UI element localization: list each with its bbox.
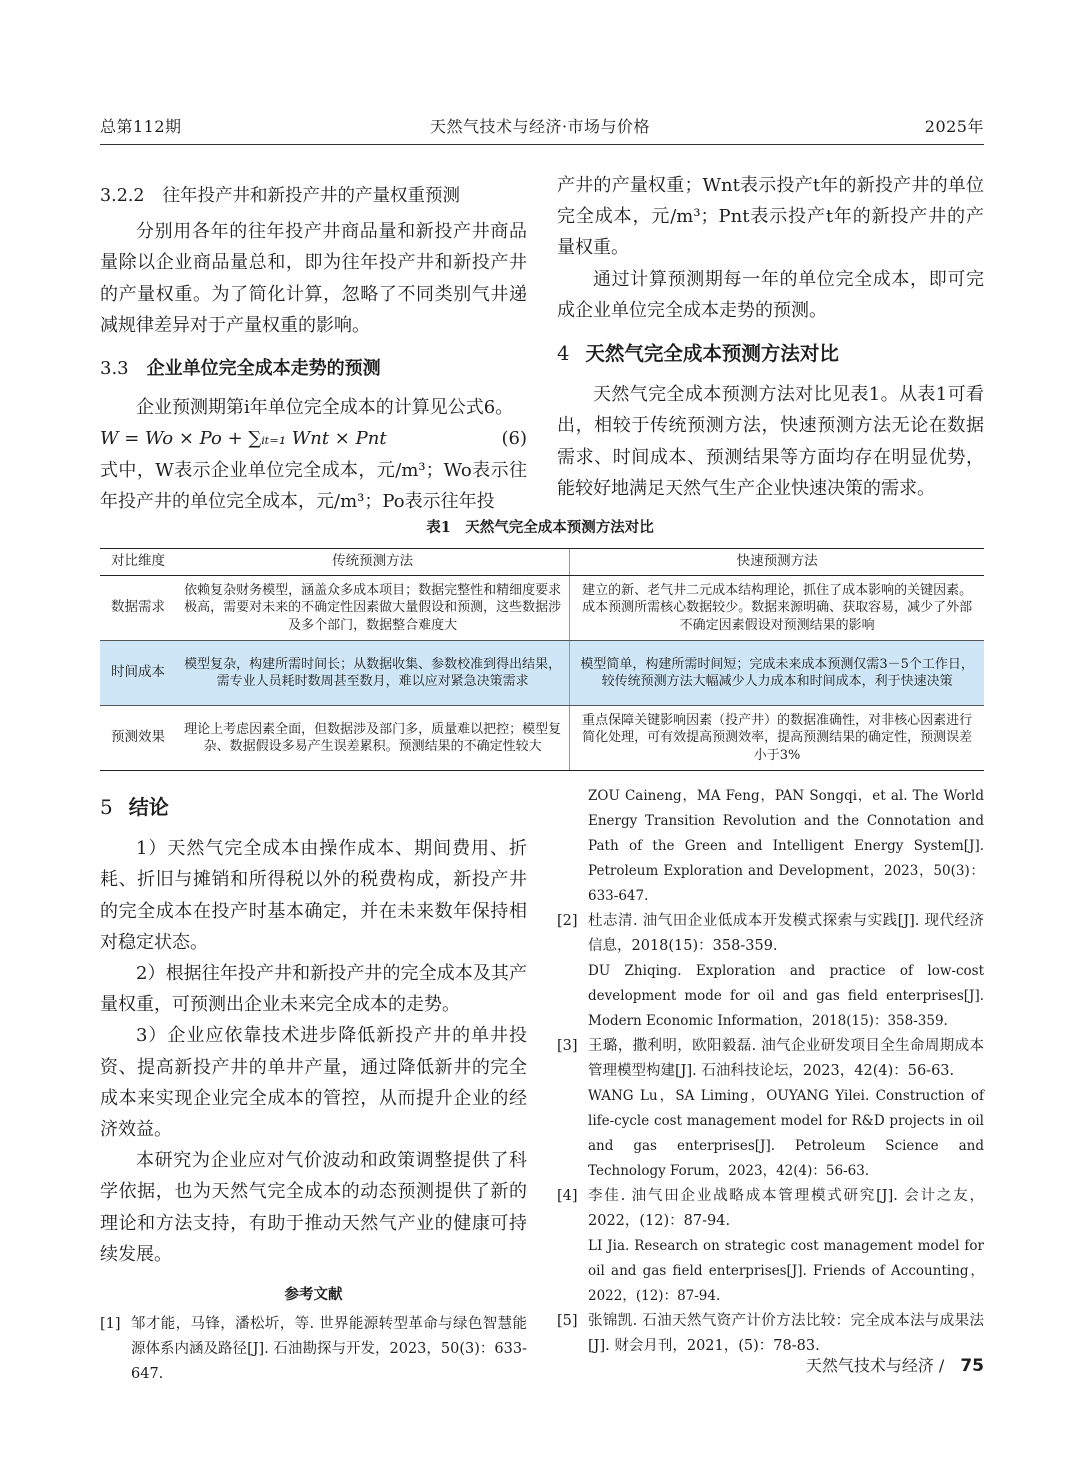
right-column-bottom	[557, 784, 984, 1359]
header-rule	[100, 144, 984, 145]
table-cell-fast: 建立的新、老气井二元成本结构理论，抓住了成本影响的关键因素。成本预测所需核心数据较少。数据来源明确、获取容易，减少了外部不确定因素假设对预测结果的影响	[570, 576, 984, 641]
table-cell-dimension: 数据需求	[100, 576, 176, 641]
conclusion-item-2: 2）根据往年投产井和新投产井的完全成本及其产量权重，可预测出企业未来完全成本的走势。	[100, 963, 527, 1016]
formula-expression: W = Wo × Po + ∑ᵢₜ₌₁ Wnt × Pnt	[100, 428, 387, 450]
reference-3	[557, 1034, 984, 1184]
reference-cn: 张锦凯. 石油天然气资产计价方法比较：完全成本法与成果法[J]. 财会月刊，2021，(5)：78-83.	[588, 1313, 984, 1354]
reference-cn: 杜志清. 油气田企业低成本开发模式探索与实践[J]. 现代经济信息，2018(15)：358-359.	[588, 913, 984, 954]
section-4-heading: 4 天然气完全成本预测方法对比	[557, 342, 839, 366]
paragraph-weight: 分别用各年的往年投产井商品量和新投产井商品量除以企业商品量总和，即为往年投产井和新投产井的产量权重。为了简化计算，忽略了不同类别气井递减规律差异对于产量权重的影响。	[100, 221, 527, 336]
table-header-traditional: 传统预测方法	[176, 549, 570, 576]
section-3-2-2-heading: 3.2.2 往年投产井和新投产井的产量权重预测	[100, 186, 461, 206]
table-row-highlighted	[100, 641, 984, 706]
reference-tag: [5]	[557, 1313, 578, 1329]
conclusion-summary: 本研究为企业应对气价波动和政策调整提供了科学依据，也为天然气完全成本的动态预测提供了新的理论和方法支持，有助于推动天然气产业的健康可持续发展。	[100, 1150, 527, 1265]
paragraph-trend: 通过计算预测期每一年的单位完全成本，即可完成企业单位完全成本走势的预测。	[557, 268, 984, 321]
table-caption: 表1 天然气完全成本预测方法对比	[426, 519, 654, 536]
reference-tag: [2]	[557, 913, 578, 929]
table-cell-traditional: 依赖复杂财务模型，涵盖众多成本项目；数据完整性和精细度要求极高，需要对未来的不确定性因素做大量假设和预测，这些数据涉及多个部门，数据整合难度大	[176, 576, 570, 641]
table-row	[100, 706, 984, 771]
table-cell-dimension: 预测效果	[100, 706, 176, 771]
page-number: 75	[960, 1356, 984, 1376]
footer-journal: 天然气技术与经济 /	[805, 1356, 945, 1375]
reference-cn: 李佳. 油气田企业战略成本管理模式研究[J]. 会计之友，2022，(12)：87-94.	[588, 1188, 984, 1229]
reference-cn: 邹才能，马锋，潘松圻，等. 世界能源转型革命与绿色智慧能源体系内涵及路径[J]. 石油勘探与开发，2023，50(3)：633-647.	[131, 1316, 527, 1383]
references-heading: 参考文献	[284, 1286, 343, 1304]
reference-en: DU Zhiqing. Exploration and practice of low-cost development mode for oil and gas field enterprises[J]. Modern Economic Information，2018(15)：358-359.	[588, 963, 984, 1029]
table-header-row	[100, 549, 984, 576]
table-cell-fast: 重点保障关键影响因素（投产井）的数据准确性，对非核心因素进行简化处理，可有效提高预测效率，提高预测结果的确定性，预测误差小于3%	[570, 706, 984, 771]
comparison-table	[100, 548, 984, 771]
paragraph-variables: 式中，W表示企业单位完全成本，元/m³；Wo表示往年投产井的单位完全成本，元/m³；Po表示往年投	[100, 459, 527, 512]
reference-1	[100, 1312, 527, 1387]
reference-tag: [3]	[557, 1038, 578, 1054]
left-column-top	[100, 181, 527, 517]
table-cell-traditional: 理论上考虑因素全面，但数据涉及部门多，质量难以把控；模型复杂、数据假设多易产生误差累积。预测结果的不确定性较大	[176, 706, 570, 771]
reference-4	[557, 1184, 984, 1309]
header-year: 2025年	[924, 117, 984, 136]
footer	[806, 1353, 984, 1376]
section-5-heading: 5 结论	[100, 795, 169, 819]
table-row	[100, 576, 984, 641]
conclusion-item-3: 3）企业应依靠技术进步降低新投产井的单井投资、提高新投产井的单井产量，通过降低新井的完全成本来实现企业完全成本的管控，从而提升企业的经济效益。	[100, 1025, 527, 1141]
table-header-fast: 快速预测方法	[570, 549, 984, 576]
reference-en: LI Jia. Research on strategic cost management model for oil and gas field enterprises[J]. Friends of Accounting，2022，(12)：87-94.	[588, 1238, 984, 1304]
formula-6	[100, 423, 527, 454]
reference-en: WANG Lu，SA Liming，OUYANG Yilei. Construction of life-cycle cost management model for R&D projects in oil and gas enterprises[J]. Petroleum Science and Technology Forum，2023，42(4)：56-63.	[588, 1088, 984, 1179]
reference-tag: [4]	[557, 1188, 578, 1204]
header-issue: 总第112期	[100, 117, 182, 136]
table-cell-traditional: 模型复杂，构建所需时间长；从数据收集、参数校准到得出结果，需专业人员耗时数周甚至数月，难以应对紧急决策需求	[176, 641, 570, 706]
table-cell-dimension: 时间成本	[100, 641, 176, 706]
table-cell-fast: 模型简单，构建所需时间短；完成未来成本预测仅需3－5个工作日，较传统预测方法大幅减少人力成本和时间成本，利于快速决策	[570, 641, 984, 706]
right-column-top	[557, 170, 984, 504]
table-header-dimension: 对比维度	[100, 549, 176, 576]
formula-number: (6)	[501, 428, 527, 450]
reference-tag: [1]	[100, 1316, 121, 1333]
header-journal-section: 天然气技术与经济·市场与价格	[429, 117, 651, 136]
reference-cn: 王璐，撒利明，欧阳毅磊. 油气企业研发项目全生命周期成本管理模型构建[J]. 石油科技论坛，2023，42(4)：56-63.	[588, 1038, 984, 1079]
reference-5	[557, 1309, 984, 1359]
conclusion-item-1: 1）天然气完全成本由操作成本、期间费用、折耗、折旧与摊销和所得税以外的税费构成，新投产井的完全成本在投产时基本确定，并在未来数年保持相对稳定状态。	[100, 838, 527, 953]
reference-1-en: ZOU Caineng，MA Feng，PAN Songqi，et al. The World Energy Transition Revolution and the Connotation and Path of the Green and Intelligent Energy System[J]. Petroleum Exploration and Development，2023，50(3)：633-647.	[588, 788, 984, 904]
left-column-bottom	[100, 792, 527, 1387]
paragraph-formula-intro: 企业预测期第i年单位完全成本的计算见公式6。	[136, 397, 514, 419]
section-3-3-heading: 3.3 企业单位完全成本走势的预测	[100, 358, 381, 380]
paragraph-variables-cont: 产井的产量权重；Wnt表示投产t年的新投产井的单位完全成本，元/m³；Pnt表示投产t年的新投产井的产量权重。	[557, 175, 984, 259]
paragraph-comparison: 天然气完全成本预测方法对比见表1。从表1可看出，相较于传统预测方法，快速预测方法无论在数据需求、时间成本、预测结果等方面均存在明显优势，能较好地满足天然气生产企业快速决策的需求。	[557, 384, 984, 499]
reference-2	[557, 909, 984, 1034]
